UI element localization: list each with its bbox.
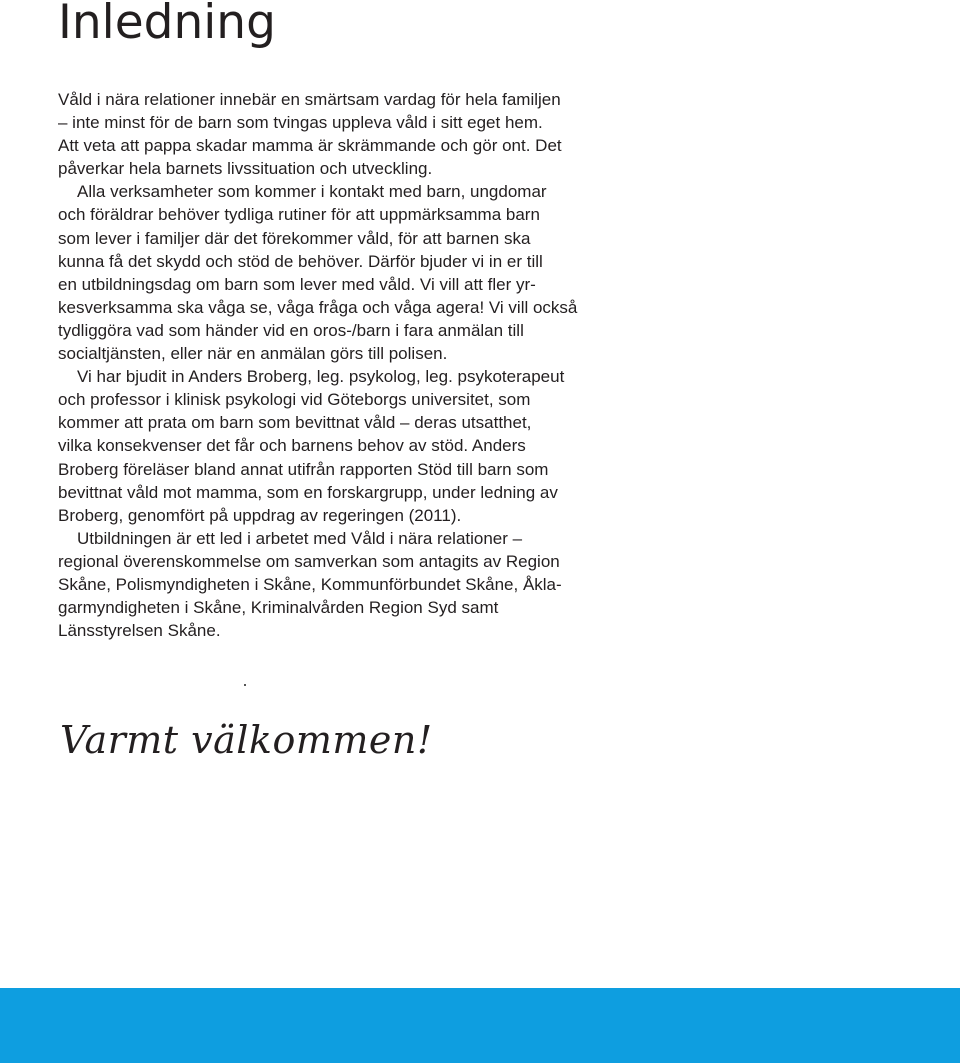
body-text <box>58 88 598 642</box>
paragraph-3-line: bevittnat våld mot mamma, som en forskargrupp, under ledning av <box>58 482 558 502</box>
paragraph-4-line: Länsstyrelsen Skåne. <box>58 621 221 641</box>
stray-dot <box>244 684 246 686</box>
paragraph-1-line: Våld i nära relationer innebär en smärtsam vardag för hela familjen <box>58 90 561 109</box>
paragraph-4-line: Utbildningen är ett led i arbetet med Våld i nära relationer – <box>77 528 523 548</box>
paragraph-3-line: och professor i klinisk psykologi vid Göteborgs universitet, som <box>58 390 531 410</box>
paragraph-2-line: tydliggöra vad som händer vid en oros-/barn i fara anmälan till <box>58 320 524 340</box>
paragraph-2-line: kunna få det skydd och stöd de behöver. Därför bjuder vi in er till <box>58 251 543 271</box>
paragraph-1-line: – inte minst för de barn som tvingas uppleva våld i sitt eget hem. <box>58 113 543 133</box>
closing-greeting: Varmt välkommen! <box>60 718 433 762</box>
paragraph-4-line: garmyndigheten i Skåne, Kriminalvården Region Syd samt <box>58 598 499 618</box>
paragraph-2-line: kesverksamma ska våga se, våga fråga och våga agera! Vi vill också <box>58 297 578 317</box>
paragraph-1-line: Att veta att pappa skadar mamma är skrämmande och gör ont. Det <box>58 136 562 156</box>
paragraph-2-line: och föräldrar behöver tydliga rutiner för att uppmärksamma barn <box>58 205 540 225</box>
paragraph-2-line: som lever i familjer där det förekommer våld, för att barnen ska <box>58 228 531 248</box>
paragraph-3-line: Broberg föreläser bland annat utifrån rapporten Stöd till barn som <box>58 459 549 479</box>
paragraph-1-line: påverkar hela barnets livssituation och utveckling. <box>58 159 433 179</box>
paragraph-3-line: Vi har bjudit in Anders Broberg, leg. psykolog, leg. psykoterapeut <box>77 367 565 387</box>
paragraph-3-line: Broberg, genomfört på uppdrag av regeringen (2011). <box>58 505 462 525</box>
page-title: Inledning <box>58 0 276 50</box>
paragraph-3-line: kommer att prata om barn som bevittnat våld – deras utsatthet, <box>58 413 532 433</box>
paragraph-2-line: Alla verksamheter som kommer i kontakt med barn, ungdomar <box>77 182 547 202</box>
footer-band <box>0 988 960 1063</box>
paragraph-3-line: vilka konsekvenser det får och barnens behov av stöd. Anders <box>58 436 526 456</box>
paragraph-2-line: socialtjänsten, eller när en anmälan görs till polisen. <box>58 344 448 364</box>
paragraph-4-line: regional överenskommelse om samverkan som antagits av Region <box>58 551 560 571</box>
paragraph-2-line: en utbildningsdag om barn som lever med våld. Vi vill att fler yr- <box>58 274 536 294</box>
paragraph-4-line: Skåne, Polismyndigheten i Skåne, Kommunförbundet Skåne, Åkla- <box>58 574 562 594</box>
